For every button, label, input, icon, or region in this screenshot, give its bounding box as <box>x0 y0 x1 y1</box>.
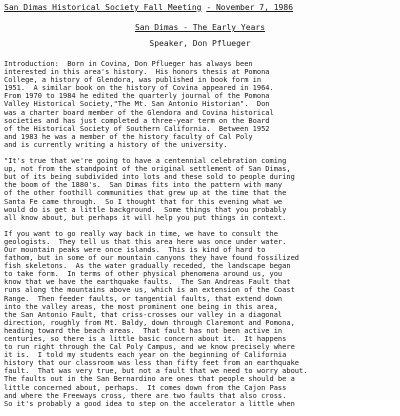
text-line: the San Antonio Fault, that criss-crosses our valley in a diagonal <box>4 310 283 319</box>
text-line: So it's probably a good idea to step on the accelerator a little when <box>4 399 295 408</box>
text-line: runs along the mountains above us, which is an extension of the Coast <box>4 286 295 295</box>
text-line: geologists. They tell us that this area here was once under water. <box>4 237 287 246</box>
text-line: Santa Fe came through. So I thought that for this evening what we <box>4 197 283 206</box>
text-line: it is. I told my students each year on the beginning of California <box>4 351 287 360</box>
text-line: fault. That was very true, but not a fault that we need to worry about. <box>4 367 308 376</box>
text-line: of the other foothill communities that grew up at the time that the <box>4 189 287 198</box>
text-line: Range. Then feeder faults, or tangential faults, that extend down <box>4 294 283 303</box>
text-line: the boom of the 1880's. San Dimas fits into the pattern with many <box>4 181 283 190</box>
speaker-line: Speaker, Don Pflueger <box>149 39 251 48</box>
text-line: history that our classroom was less than fifty feet from an earthquake <box>4 359 300 368</box>
text-line: The faults out in the San Bernardino are ones that people should be a <box>4 375 295 384</box>
text-line: From 1970 to 1984 he edited the quarterly journal of the Pomona <box>4 92 270 101</box>
text-line: Our mountain peaks were once islands. This is kind of hard to <box>4 245 266 254</box>
text-line: of the Historical Society of Southern California. Between 1952 <box>4 124 270 133</box>
text-line: little concerned about, perhaps. It comes down from the Cajon Pass <box>4 383 287 392</box>
text-line: centuries, so there is a little basic concern about it. It happens <box>4 335 287 343</box>
text-line: all know about, but perhaps it will help you put things in context. <box>4 213 287 222</box>
text-line: fathom, but in some of our mountain canyons they have found fossilized <box>4 254 300 263</box>
text-line: heading toward the beach areas. That fault has not been active in <box>4 326 283 335</box>
text-line: know that we have the earthquake faults. The San Andreas Fault that <box>4 278 291 287</box>
text-line: College, a history of Glendora, was published in book form in <box>4 76 262 85</box>
meeting-header <box>4 3 396 13</box>
talk-title <box>0 23 400 33</box>
text-line: fish skeletons. As the water gradually receded, the landscape began <box>4 262 291 271</box>
text-line: interested in this area's history. His honors thesis at Pomona <box>4 68 270 77</box>
text-line: "It's true that we're going to have a centennial celebration coming <box>4 157 287 166</box>
text-line: but of its being subdivided into lots and these sold to people during <box>4 173 295 182</box>
text-line: would do is get a little background. Some things that you probably <box>4 205 287 214</box>
meeting-date: - November 7, 1986 <box>206 3 294 12</box>
text-line: Valley Historical Society,"The Mt. San Antonio Historian". Don <box>4 100 270 109</box>
transcript-body <box>4 60 396 416</box>
paragraph-introduction <box>4 60 396 149</box>
text-line: and is currently writing a history of the university. <box>4 140 228 149</box>
text-line: direction, roughly from Mt. Baldy, down through Claremont and Pomona, <box>4 318 295 327</box>
text-line: to take form. In terms of other physical phenomena around us, you <box>4 270 283 279</box>
text-line: and 1983 he was a member of the history faculty of Cal Poly <box>4 132 253 141</box>
talk-title-text: San Dimas - The Early Years <box>134 23 266 32</box>
text-line: was a charter board member of the Glendora and Covina historical <box>4 108 274 117</box>
text-line: to run right through the Cal Poly Campus, and we know precisely where <box>4 343 295 352</box>
text-line: 1951. A similar book on the history of Covina appeared in 1964. <box>4 84 274 93</box>
text-line: up, not from the standpoint of the original settlement of San Dimas, <box>4 165 291 174</box>
text-line: and where the Freeways cross, there are two faults that also cross. <box>4 391 287 400</box>
paragraph-centennial <box>4 157 396 222</box>
meeting-name: San Dimas Historical Society Fall Meeting <box>4 3 202 12</box>
text-line: societies and has just completed a three-year term on the Board <box>4 116 270 125</box>
paragraph-geology <box>4 230 396 408</box>
text-line: into the valley areas, the most prominent one being in this area, <box>4 302 278 311</box>
text-line: Introduction: Born in Covina, Don Pflueger has always been <box>4 60 253 68</box>
text-line: If you want to go really way back in time, we have to consult the <box>4 229 278 238</box>
